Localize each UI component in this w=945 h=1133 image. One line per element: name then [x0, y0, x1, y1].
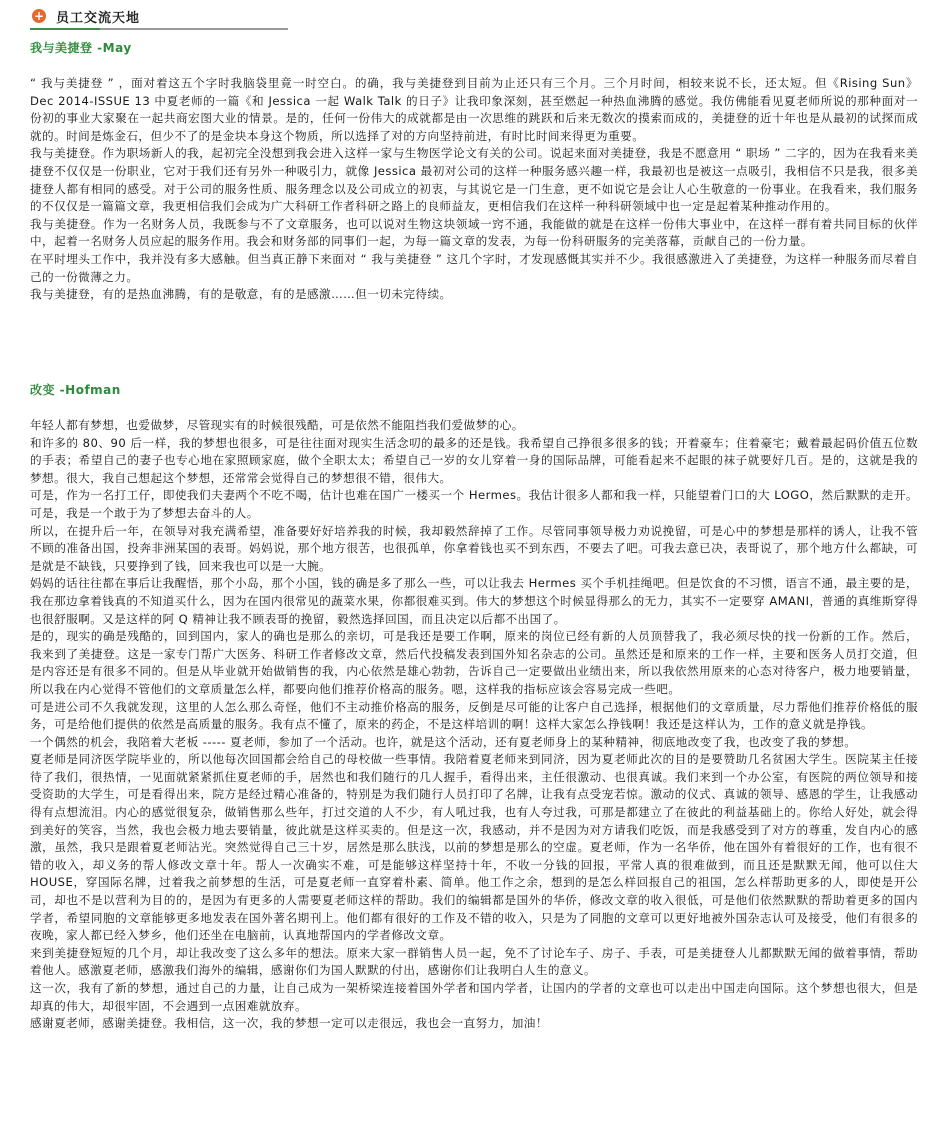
paragraph: 在平时埋头工作中，我并没有多大感触。但当真正静下来面对 “ 我与美捷登 ” 这几个字时，才发现感慨其实并不少。我很感激进入了美捷登，为这样一种服务而尽着自己的一份微薄之力。: [30, 251, 918, 284]
header-divider: [30, 28, 288, 30]
paragraph: 所以，在提升后一年，在领导对我充满希望，准备要好好培养我的时候，我却毅然辞掉了工作。尽管同事领导极力劝说挽留，可是心中的梦想是那样的诱人，让我不管不顾的准备出国，投奔非洲某国的表哥。妈妈说，那个地方很苦，也很孤单，你拿着钱也买不到东西，不要去了吧。可我去意已决，表哥说了，那个地方什么都缺，可是就是不缺钱，只要挣到了钱，回来我也可以是一大腕。: [30, 523, 918, 573]
paragraph: 妈妈的话往往都在事后让我醒悟，那个小岛，那个小国，钱的确是多了那么一些，可以让我去 Hermes 买个手机挂绳吧。但是饮食的不习惯，语言不通，最主要的是，我在那边拿着钱真的不知道买什么，因为在国内很常见的蔬菜水果，你都很难买到。伟大的梦想这个时候显得那么的无力，其实不一定要穿 AMANI，普通的真维斯穿得也很舒服啊。又是这样的阿 Q 精神让我不顾表哥的挽留，毅然选择回国，而且决定以后都不出国了。: [30, 576, 918, 626]
paragraph: 来到美捷登短短的几个月，却让我改变了这么多年的想法。原来大家一群销售人员一起，免不了讨论车子、房子、手表，可是美捷登人儿都默默无闻的做着事情，帮助着他人。感激夏老师，感激我们海外的编辑，感谢你们为国人默默的付出，感谢你们让我明白人生的意义。: [30, 945, 918, 978]
paragraph: 我与美捷登。作为一名财务人员，我既参与不了文章服务，也可以说对生物这块领域一窍不通，我能做的就是在这样一份伟大事业中，在这样一群有着共同目标的伙伴中，起着一名财务人员应起的服务作用。我会和财务部的同事们一起，为每一篇文章的发表，为每一份科研服务的完美落幕，贡献自己的一份力量。: [30, 216, 918, 249]
plus-icon: +: [33, 9, 45, 23]
paragraph: 可是，作为一名打工仔，即使我们夫妻两个不吃不喝，估计也难在国广一楼买一个 Hermes。我估计很多人都和我一样，只能望着门口的大 LOGO，然后默默的走开。可是，我是一个敢于为了梦想去奋斗的人。: [30, 488, 918, 520]
paragraph: 我与美捷登，有的是热血沸腾，有的是敬意，有的是感激……但一切未完待续。: [30, 287, 452, 302]
paragraph: 可是进公司不久我就发现，这里的人怎么那么奇怪，他们不主动推价格高的服务，反倒是尽可能的让客户自己选择，根据他们的文章质量，尽力帮他们推荐价格低的服务，可是给他们提供的依然是高质量的服务。我有点不懂了，原来的药企，不是这样培训的啊！这样大家怎么挣钱啊！我还是这样认为，工作的意义就是挣钱。: [30, 699, 918, 732]
paragraph: 是的，现实的确是残酷的，回到国内，家人的确也是那么的亲切，可是我还是要工作啊，原来的岗位已经有新的人员顶替我了，我必须尽快的找一份新的工作。然后，我来到了美捷登。这是一家专门帮广大医务、科研工作者修改文章，然后代投稿发表到国外知名杂志的公司。虽然还是和原来的工作一样，主要和医务人员打交道，但是内容还是有很多不同的。但是从毕业就开始做销售的我，内心依然是雄心勃勃，告诉自己一定要做出业绩出来，所以我依然用原来的心态对待客户，极力地要销量，所以我在内心觉得不管他们的文章质量怎么样，都要向他们推荐价格高的服务。嗯，这样我的指标应该会容易完成一些吧。: [30, 629, 918, 696]
paragraph: “ 我与美捷登 ” ，面对着这五个字时我脑袋里竟一时空白。的确，我与美捷登到目前为止还只有三个月。三个月时间，相较来说不长，还太短。但《Rising Sun》 Dec 2014-ISSUE 13 中夏老师的一篇《和 Jessica 一起 Walk Talk 的日子》让我印象深刻，甚至燃起一种热血沸腾的感觉。我仿佛能看见夏老师所说的那种面对一份初的事业大家聚在一起共商宏图大业的情景。是的，任何一份伟大的成就都是由一次思维的跳跃和后来无数次的摸索而成的，美捷登的近十年也是从最初的试探而成就的。时间是炼金石，但少不了的是金块本身这个物质，所以选择了对的方向坚持前进，有时比时间来得更为重要。: [30, 76, 918, 143]
paragraph: 年轻人都有梦想，也爱做梦，尽管现实有的时候很残酷，可是依然不能阻挡我们爱做梦的心。: [30, 418, 524, 432]
article-body-hofman: [30, 417, 918, 1033]
paragraph: 一个偶然的机会，我陪着大老板 ----- 夏老师，参加了一个活动。也许，就是这个活动，还有夏老师身上的某种精神，彻底地改变了我，也改变了我的梦想。: [30, 734, 857, 749]
paragraph: 夏老师是同济医学院毕业的，所以他每次回国都会给自己的母校做一些事情。我陪着夏老师来到同济，因为夏老师此次的目的是要赞助几名贫困大学生。医院某主任接待了我们，很热情，一见面就紧紧抓住夏老师的手，居然也和我们随行的几人握手，看得出来，主任很激动、也很真诚。我们来到一个办公室，有医院的两位领导和接受资助的大学生，可是看得出来，院方是经过精心准备的，特别是为我们随行人员打印了名牌，让我有点受宠若惊。激动的仪式、真诚的领导、感恩的学生，让我感动得有点想流泪。内心的感觉很复杂，做销售那么些年，打过交道的人不少，有人吼过我，也有人夸过我，可那是都建立了在彼此的利益基础上的。你给人好处，就会得到美好的笑容，当然，我也会极力地去要销量，彼此就是这样买卖的。但是这一次，我感动，并不是因为对方请我们吃饭，而是我感受到了对方的尊重，发自内心的感激，虽然，我只是跟着夏老师沾光。突然觉得自己三十岁，居然是那么肤浅，以前的梦想是那么的空虚。夏老师，作为一名华侨，他在国外有着很好的工作，也有很不错的收入，却义务的帮人修改文章十年。帮人一次确实不难，可是能够这样坚持十年，不收一分钱的回报，平常人真的很难做到，而且还是默默无闻，他可以住大 HOUSE，穿国际名牌，过着我之前梦想的生活，可是夏老师一直穿着朴素、简单。他工作之余，想到的是怎么样回报自己的祖国，怎么样帮助更多的人，即使是开公司，却也不是以营利为目的的，是因为有更多的人需要夏老师这样的帮助。我们的编辑都是国外的华侨，修改文章的收入很低，可是他们依然默默的帮助着更多的国内学者，希望同胞的文章能够更多地发表在国外著名期刊上。他们都有很好的工作及不错的收入，只是为了同胞的文章可以更好地被外国杂志认可及接受，他们有很多的夜晚，家人都已经入梦乡，他们还坐在电脑前，认真地帮国内的学者修改文章。: [30, 752, 918, 943]
article-title-may: 我与美捷登 -May: [30, 41, 132, 55]
article-title-hofman: 改变 -Hofman: [30, 383, 121, 397]
page-header: [30, 5, 288, 29]
paragraph: 这一次，我有了新的梦想，通过自己的力量，让自己成为一架桥梁连接着国外学者和国内学者，让国内的学者的文章也可以走出中国走向国际。这个梦想也很大，但是却真的伟大，却很牢固，不会遇到一点困难就放弃。: [30, 981, 918, 1013]
page-title: 员工交流天地: [56, 11, 141, 26]
paragraph: 感谢夏老师，感谢美捷登。我相信，这一次，我的梦想一定可以走很远，我也会一直努力，加油！: [30, 1016, 548, 1031]
article-body-may: [30, 75, 918, 304]
paragraph: 和许多的 80、90 后一样，我的梦想也很多，可是往往面对现实生活念叨的最多的还是钱。我希望自己挣很多很多的钱；开着豪车；住着豪宅；戴着最起码价值五位数的手表；希望自己的妻子也专心地在家照顾家庭，做个全职太太；希望自己一岁的女儿穿着一身的国际品牌，可能看起来不起眼的袜子就要好几百。是的，这就是我的梦想。很大，我自己想起这个梦想，还常常会觉得自己的梦想很不错，很伟大。: [30, 435, 918, 485]
paragraph: 我与美捷登。作为职场新人的我，起初完全没想到我会进入这样一家与生物医学论文有关的公司。说起来面对美捷登，我是不愿意用 “ 职场 ” 二字的，因为在我看来美捷登不仅仅是一份职业，它对于我们还有另外一种吸引力，就像 Jessica 最初对公司的这样一种服务感兴趣一样，我最初也是被这一点吸引，我相信不只是我，很多美捷登人都有相同的感受。对于公司的服务性质、服务理念以及公司成立的初衷，与其说它是一门生意，更不如说它是会让人心生敬意的一份事业。在我看来，我们服务的不仅仅是一篇篇文章，我更相信我们会成为广大科研工作者科研之路上的良师益友，更相信我们在这样一种科研领域中也一定是起着某种推动作用的。: [30, 146, 918, 214]
